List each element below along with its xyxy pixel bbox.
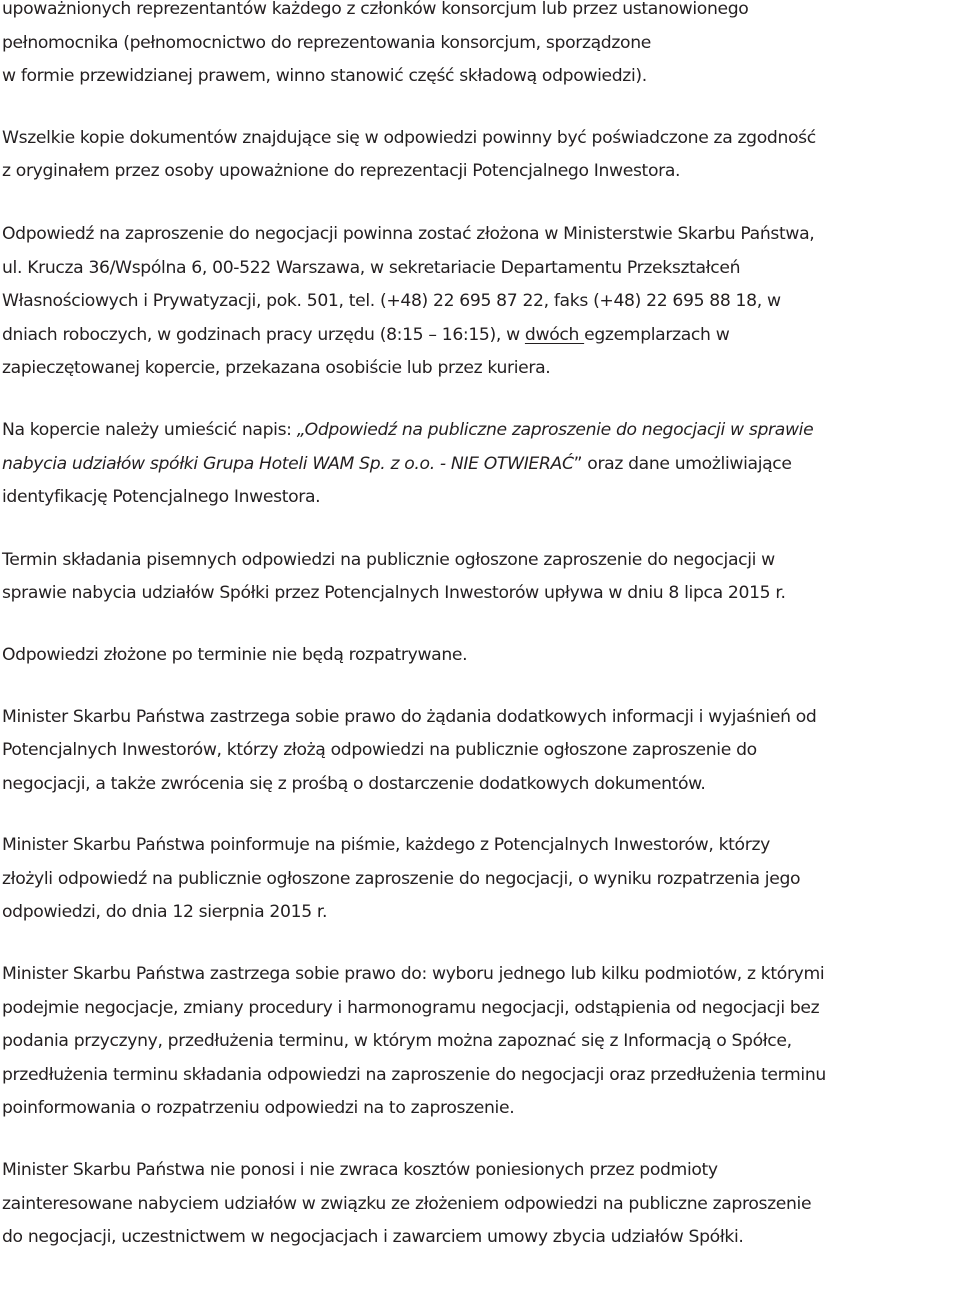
text-line: złożyli odpowiedź na publicznie ogłoszone zaproszenie do negocjacji, o wyniku rozpatrzenia jego [2,868,801,889]
paragraph-document-copies [2,122,958,189]
paragraph-envelope-label [2,414,958,515]
text-segment: dniach roboczych, w godzinach pracy urzędu (8:15 – 16:15), w [2,324,525,345]
text-line: zainteresowane nabyciem udziałów w związku ze złożeniem odpowiedzi na publiczne zaproszenie [2,1193,812,1214]
italic-envelope-text: nabycia udziałów spółki Grupa Hoteli WAM Sp. z o.o. - NIE OTWIERAĆ [2,453,574,474]
paragraph-late-submissions [2,639,958,673]
text-line: w formie przewidzianej prawem, winno stanowić część składową odpowiedzi). [2,66,647,87]
paragraph-consortium-representation [2,0,958,94]
text-line: poinformowania o rozpatrzeniu odpowiedzi na to zaproszenie. [2,1098,515,1119]
text-segment: egzemplarzach w [584,324,730,345]
text-line: Własnościowych i Prywatyzacji, pok. 501, tel. (+48) 22 695 87 22, faks (+48) 22 695 88 18, w [2,291,781,312]
text-line: odpowiedzi, do dnia 12 sierpnia 2015 r. [2,902,328,923]
text-line: zapieczętowanej kopercie, przekazana osobiście lub przez kuriera. [2,358,551,379]
underlined-text: dwóch [524,324,585,345]
text-line: Odpowiedź na zaproszenie do negocjacji powinna zostać złożona w Ministerstwie Skarbu Państwa, [2,223,815,244]
paragraph-deadline [2,544,958,611]
text-line: Minister Skarbu Państwa nie ponosi i nie zwraca kosztów poniesionych przez podmioty [2,1160,718,1181]
text-line [2,414,958,448]
paragraph-costs [2,1154,958,1255]
text-segment: Na kopercie należy umieścić napis: [2,419,297,440]
text-line: Potencjalnych Inwestorów, którzy złożą odpowiedzi na publicznie ogłoszone zaproszenie do [2,740,757,761]
paragraph-rights-reserved [2,958,958,1126]
text-line: Minister Skarbu Państwa zastrzega sobie prawo do żądania dodatkowych informacji i wyjaśnień od [2,706,817,727]
text-line: ul. Krucza 36/Wspólna 6, 00-522 Warszawa, w sekretariacie Departamentu Przekształceń [2,257,741,278]
text-line: Minister Skarbu Państwa zastrzega sobie prawo do: wyboru jednego lub kilku podmiotów, z którymi [2,964,825,985]
document-body [2,0,958,1255]
text-line: Wszelkie kopie dokumentów znajdujące się w odpowiedzi powinny być poświadczone za zgodność [2,127,816,148]
italic-envelope-text: „Odpowiedź na publiczne zaproszenie do negocjacji w sprawie [296,419,814,440]
text-line: do negocjacji, uczestnictwem w negocjacjach i zawarciem umowy zbycia udziałów Spółki. [2,1227,744,1248]
text-line: sprawie nabycia udziałów Spółki przez Potencjalnych Inwestorów upływa w dniu 8 lipca 2015 r. [2,583,786,604]
text-line: upoważnionych reprezentantów każdego z członków konsorcjum lub przez ustanowionego [2,0,749,19]
text-line: podania przyczyny, przedłużenia terminu, w którym można zapoznać się z Informacją o Spółce, [2,1031,792,1052]
text-line: Odpowiedzi złożone po terminie nie będą rozpatrywane. [2,644,468,665]
paragraph-notification [2,829,958,930]
paragraph-submission-address [2,218,958,386]
text-line: podejmie negocjacje, zmiany procedury i harmonogramu negocjacji, odstąpienia od negocjacji bez [2,997,820,1018]
text-segment: ” oraz dane umożliwiające [573,453,792,474]
text-line: Minister Skarbu Państwa poinformuje na piśmie, każdego z Potencjalnych Inwestorów, którzy [2,835,770,856]
text-line: przedłużenia terminu składania odpowiedzi na zaproszenie do negocjacji oraz przedłużenia terminu [2,1064,826,1085]
text-line: Termin składania pisemnych odpowiedzi na publicznie ogłoszone zaproszenie do negocjacji w [2,549,775,570]
text-line: identyfikację Potencjalnego Inwestora. [2,487,321,508]
text-line: pełnomocnika (pełnomocnictwo do reprezentowania konsorcjum, sporządzone [2,32,651,53]
paragraph-additional-information [2,701,958,802]
text-line [2,448,958,482]
text-line [2,319,958,353]
text-line: negocjacji, a także zwrócenia się z prośbą o dostarczenie dodatkowych dokumentów. [2,773,706,794]
text-line: z oryginałem przez osoby upoważnione do reprezentacji Potencjalnego Inwestora. [2,161,681,182]
